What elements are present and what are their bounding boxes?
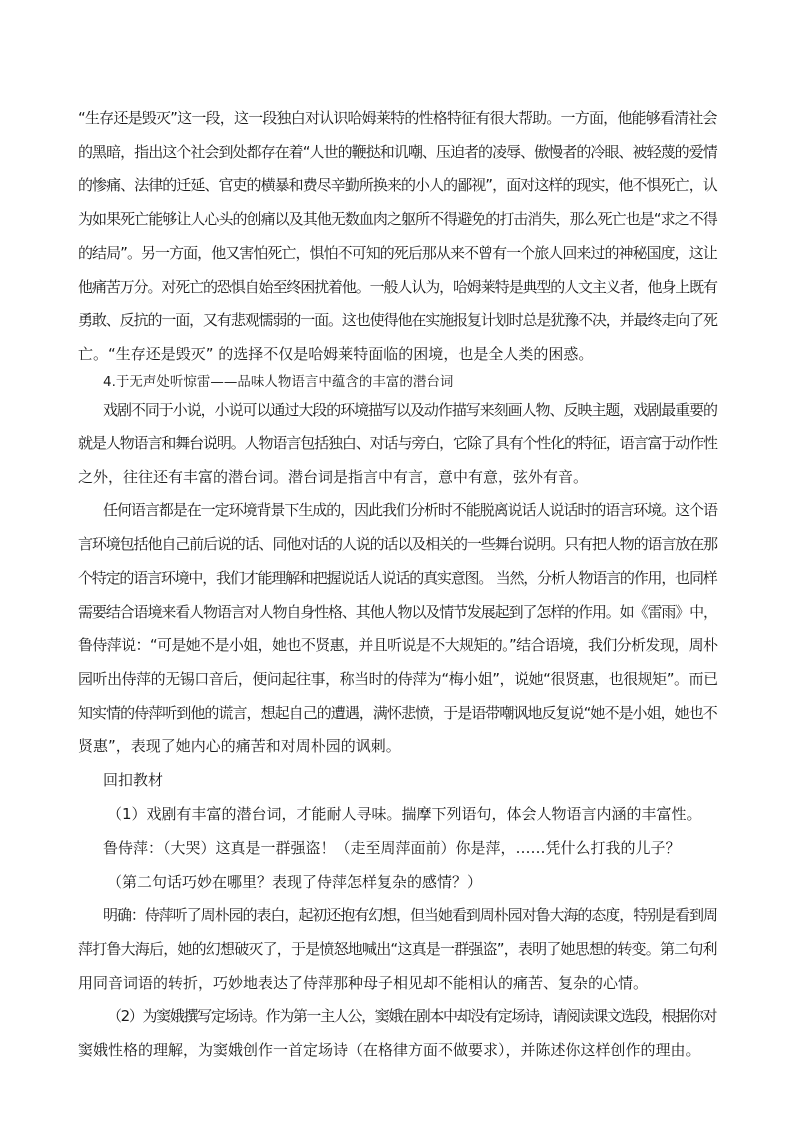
question-line: （1）戏剧有丰富的潜台词，才能耐人寻味。揣摩下列语句，体会人物语言内涵的丰富性。 <box>107 805 702 823</box>
paragraph-line: 园听出侍萍的无锡口音后，便问起往事，称当时的侍萍为“梅小姐”，说她“很贤惠，也很规矩”。而已 <box>78 670 718 688</box>
section-heading: 4.于无声处听惊雷——品味人物语言中蕴含的丰富的潜台词 <box>103 374 454 390</box>
paragraph-line: 需要结合语境来看人物语言对人物自身性格、其他人物以及情节发展起到了怎样的作用。如《雷雨》中， <box>78 603 717 621</box>
subheading: 回扣教材 <box>103 771 164 789</box>
paragraph-line: 言环境包括他自己前后说的话、同他对话的人说的话以及相关的一些舞台说明。只有把人物的语言放在那 <box>78 535 717 553</box>
quote-line: 鲁侍萍：（大哭）这真是一群强盗！（走至周萍面前）你是萍，……凭什么打我的儿子？ <box>103 839 681 857</box>
question-line: （第二句话巧妙在哪里？表现了侍萍怎样复杂的感情？） <box>107 873 483 891</box>
paragraph-line: 的结局”。另一方面，他又害怕死亡，惧怕不可知的死后那从来不曾有一个旅人回来过的神秘国度，这让 <box>78 244 717 262</box>
paragraph-line: 的黑暗，指出这个社会到处都存在着“人世的鞭挞和讥嘲、压迫者的凌辱、傲慢者的冷眼、被轻蔑的爱情 <box>78 143 717 161</box>
paragraph-line: 戏剧不同于小说，小说可以通过大段的环境描写以及动作描写来刻画人物、反映主题，戏剧最重要的 <box>103 401 717 419</box>
answer-line: 用同音词语的转折，巧妙地表达了侍萍那种母子相见却不能相认的痛苦、复杂的心情。 <box>78 974 649 992</box>
paragraph-line: 贤惠”，表现了她内心的痛苦和对周朴园的讽刺。 <box>78 737 401 755</box>
paragraph-line: 就是人物语言和舞台说明。人物语言包括独白、对话与旁白，它除了具有个性化的特征，语言富于动作性 <box>78 434 717 452</box>
paragraph-line: 知实情的侍萍听到他的谎言，想起自己的遭遇，满怀悲愤，于是语带嘲讽地反复说“她不是小姐，她也不 <box>78 704 717 722</box>
paragraph-line: 勇敢、反抗的一面，又有悲观懦弱的一面。这也使得他在实施报复计划时总是犹豫不决，并最终走向了死 <box>78 311 717 329</box>
question-line: 窦娥性格的理解，为窦娥创作一首定场诗（在格律方面不做要求），并陈述你这样创作的理由。 <box>78 1041 701 1059</box>
paragraph-line: 之外，往往还有丰富的潜台词。潜台词是指言中有言，意中有意，弦外有音。 <box>78 468 589 486</box>
paragraph-line: 的惨痛、法律的迁延、官吏的横暴和费尽辛勤所换来的小人的鄙视”，面对这样的现实，他不惧死亡，认 <box>78 176 717 194</box>
question-line: （2）为窦娥撰写定场诗。作为第一主人公，窦娥在剧本中却没有定场诗，请阅读课文选段，根据你对 <box>107 1007 717 1025</box>
paragraph-line: 任何语言都是在一定环境背景下生成的，因此我们分析时不能脱离说话人说话时的语言环境。这个语 <box>103 501 717 519</box>
paragraph-line: 他痛苦万分。对死亡的恐惧自始至终困扰着他。一般人认为，哈姆莱特是典型的人文主义者，他身上既有 <box>78 278 717 296</box>
paragraph-line: 为如果死亡能够让人心头的创痛以及其他无数血肉之躯所不得避免的打击消失，那么死亡也是“求之不得 <box>78 210 717 228</box>
paragraph-line: “生存还是毁灭”这一段，这一段独白对认识哈姆莱特的性格特征有很大帮助。一方面，他能够看清社会 <box>78 109 717 127</box>
answer-line: 萍打鲁大海后，她的幻想破灭了，于是愤怒地喊出“这真是一群强盗”，表明了她思想的转变。第二句利 <box>78 940 717 958</box>
paragraph-line: 个特定的语言环境中，我们才能理解和把握说话人说话的真实意图。 当然，分析人物语言的作用，也同样 <box>78 569 717 587</box>
paragraph-line: 鲁侍萍说：“可是她不是小姐，她也不贤惠，并且听说是不大规矩的。”结合语境，我们分析发现，周朴 <box>78 636 718 654</box>
answer-line: 明确：侍萍听了周朴园的表白，起初还抱有幻想，但当她看到周朴园对鲁大海的态度，特别是看到周 <box>103 906 717 924</box>
paragraph-line: 亡。“生存还是毁灭” 的选择不仅是哈姆莱特面临的困境，也是全人类的困惑。 <box>78 345 594 363</box>
